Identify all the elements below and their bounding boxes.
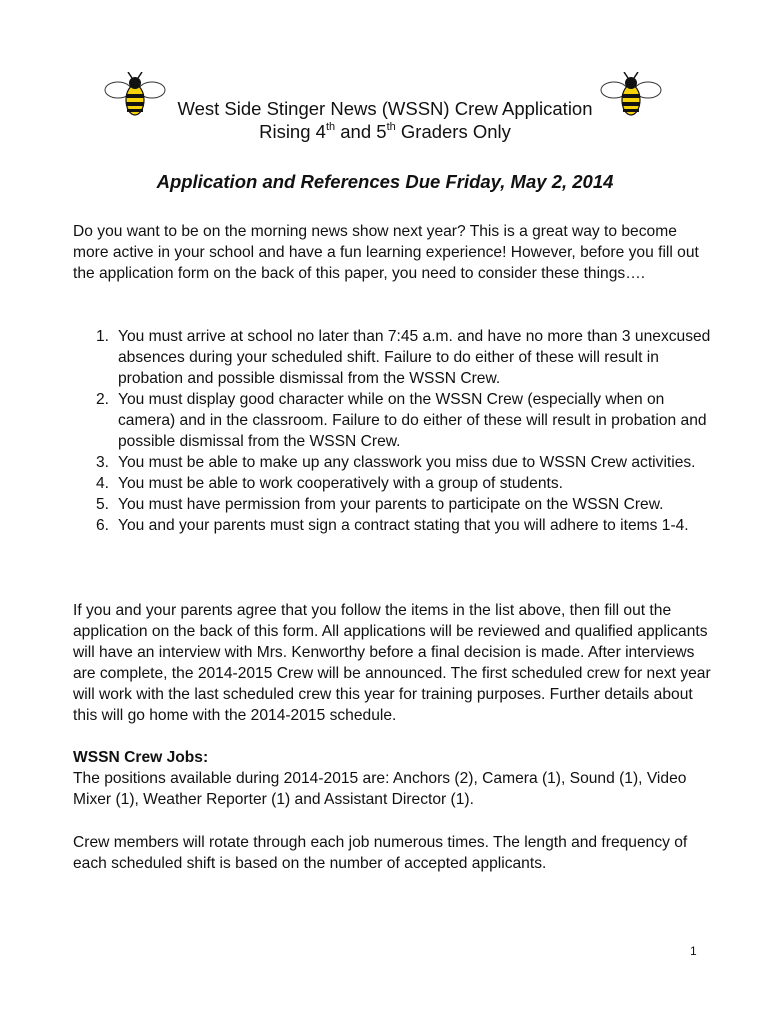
list-item-text: You must be able to make up any classwork you miss due to WSSN Crew activities. xyxy=(118,454,696,471)
list-number: 1. xyxy=(96,328,110,345)
jobs-heading: WSSN Crew Jobs: xyxy=(73,749,209,766)
rules-list xyxy=(73,326,713,536)
list-item xyxy=(73,473,713,494)
list-item xyxy=(73,389,713,452)
list-item-text: You must have permission from your parents to participate on the WSSN Crew. xyxy=(118,496,664,513)
list-item-text: You must arrive at school no later than 7:45 a.m. and have no more than 3 unexcused absences during your scheduled shift. Failure to do either of these will result in probation and possible dismissal from the WSSN Crew. xyxy=(118,328,711,387)
page-subtitle xyxy=(0,120,770,144)
list-item-text: You must be able to work cooperatively with a group of students. xyxy=(118,475,563,492)
list-number: 2. xyxy=(96,391,110,408)
instructions-paragraph: If you and your parents agree that you follow the items in the list above, then fill out the application on the back of this form. All applications will be reviewed and qualified applicants will have an interview with Mrs. Kenworthy before a final decision is made. After interviews are complete, the 2014-2015 Crew will be announced. The first scheduled crew for next year will work with the last scheduled crew this year for training purposes. Further details about this will go home with the 2014-2015 schedule. xyxy=(73,602,711,724)
list-item-text: You must display good character while on the WSSN Crew (especially when on camera) and in the classroom. Failure to do either of these will result in probation and possible dismissal from the WSSN Crew. xyxy=(118,391,707,450)
subtitle-prefix: Rising 4 xyxy=(259,121,326,142)
jobs-paragraph: The positions available during 2014-2015 are: Anchors (2), Camera (1), Sound (1), Video Mixer (1), Weather Reporter (1) and Assistant Director (1). xyxy=(73,770,687,808)
superscript-th: th xyxy=(325,120,336,133)
page-number: 1 xyxy=(690,944,697,958)
superscript-th: th xyxy=(386,120,396,133)
list-item xyxy=(73,326,713,389)
list-item xyxy=(73,494,713,515)
list-number: 3. xyxy=(96,454,110,471)
list-number: 4. xyxy=(96,475,110,492)
list-number: 6. xyxy=(96,517,110,534)
list-item xyxy=(73,452,713,473)
subtitle-mid: and 5 xyxy=(335,121,387,142)
intro-paragraph: Do you want to be on the morning news show next year? This is a great way to become more active in your school and have a fun learning experience! However, before you fill out the application form on the back of this paper, you need to consider these things…. xyxy=(73,223,699,282)
rotation-paragraph: Crew members will rotate through each job numerous times. The length and frequency of each scheduled shift is based on the number of accepted applicants. xyxy=(73,834,688,872)
page-title: West Side Stinger News (WSSN) Crew Application xyxy=(177,98,593,119)
list-item-text: You and your parents must sign a contract stating that you will adhere to items 1-4. xyxy=(118,517,689,534)
list-number: 5. xyxy=(96,496,110,513)
due-date-line: Application and References Due Friday, May 2, 2014 xyxy=(156,171,614,192)
subtitle-suffix: Graders Only xyxy=(395,121,511,142)
list-item xyxy=(73,515,713,536)
